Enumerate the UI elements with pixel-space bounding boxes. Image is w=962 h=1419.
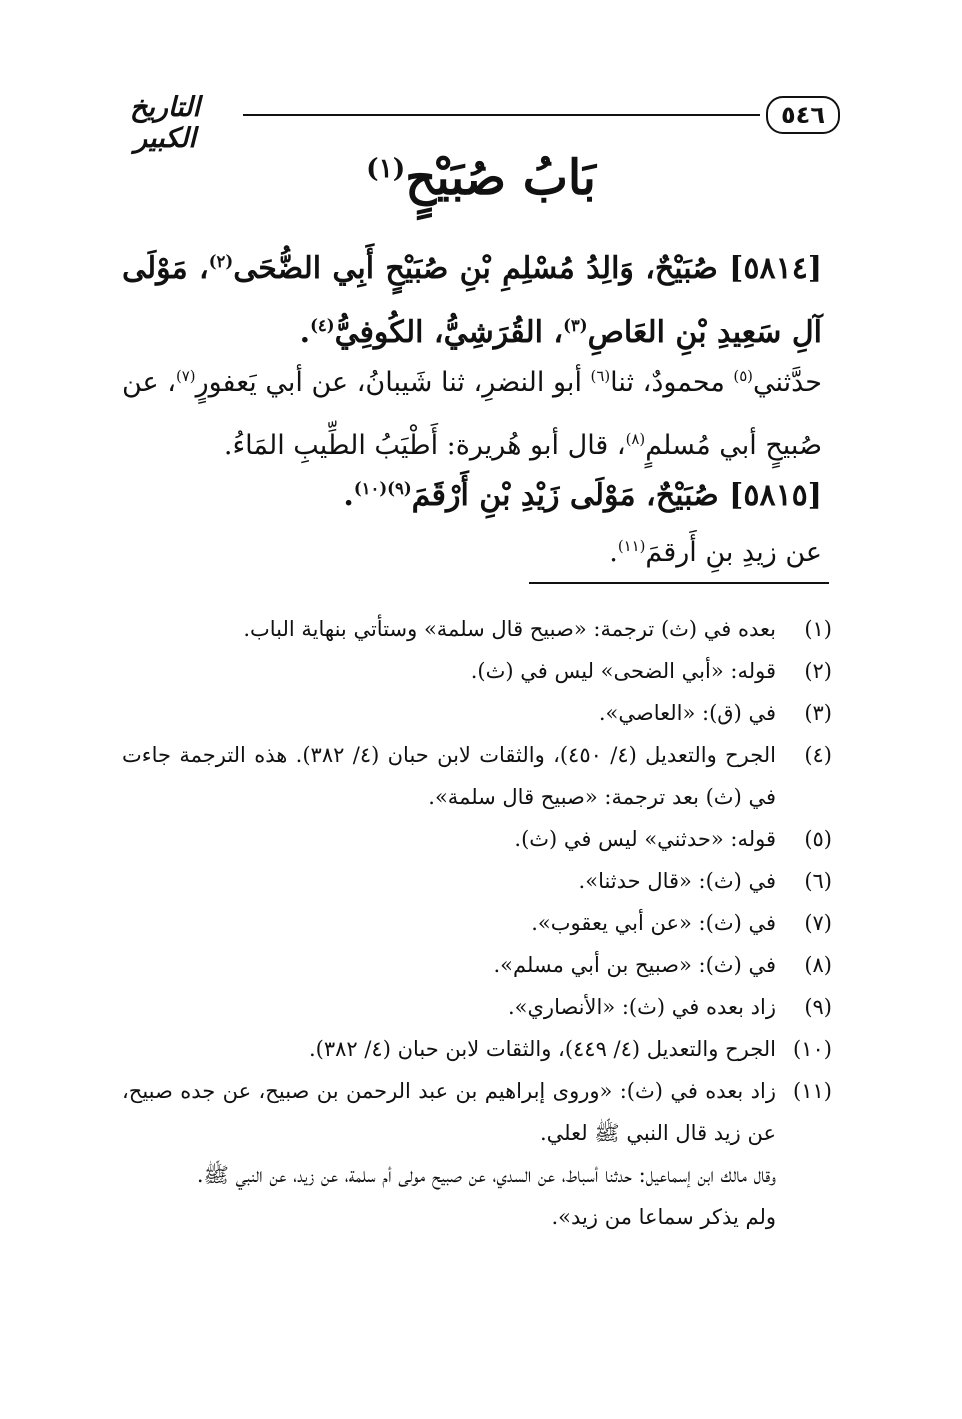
entry-heading-5814 [122, 233, 822, 361]
page-header [95, 92, 840, 154]
footnote [122, 1070, 832, 1154]
footnote-number: (٩) [804, 995, 832, 1019]
footnote-text: قوله: «أبي الضحى» ليس في (ث). [470, 659, 776, 683]
footnote-number: (٤) [804, 743, 832, 767]
footnote [122, 608, 832, 650]
footnote-continuation: وقال مالك ابن إسماعيل: حدثنا أسباط، عن السدي، عن صبيح مولى أم سلمة، عن زيد، عن النبي ﷺ. [196, 1163, 776, 1187]
footnote-ref: (٢) [208, 252, 234, 271]
entry-body-5815 [122, 518, 822, 581]
footnote-ref: (٦) [590, 367, 611, 385]
entry-text: ، قال أبو هُريرة: أَطْيَبُ الطِّيبِ المَاءُ. [223, 430, 626, 461]
footnote [122, 1028, 832, 1070]
header-rule [243, 114, 760, 116]
entry-text-end: . [609, 537, 618, 568]
footnote-number: (٥) [804, 827, 832, 851]
footnote-text: زاد بعده في (ث): «وروى إبراهيم بن عبد الرحمن بن صبيح، عن جده صبيح، عن زيد قال النبي ﷺ لعلي. [122, 1079, 776, 1145]
entry-body-5814 [122, 348, 822, 474]
entry-heading-part: صُبَيْحٌ، وَالِدُ مُسْلِمِ بْنِ صُبَيْحٍ أَبِي الضُّحَى [233, 251, 730, 286]
footnote-number: (٦) [804, 869, 832, 893]
footnote-number: (٧) [804, 911, 832, 935]
footnote-text: الجرح والتعديل (٤/ ٤٤٩)، والثقات لابن حبان (٤/ ٣٨٢). [308, 1037, 776, 1061]
footnote-text: في (ق): «العاصي». [598, 701, 776, 725]
footnote [122, 986, 832, 1028]
footnote [122, 692, 832, 734]
footnote [122, 650, 832, 692]
entry-number: [٥٨١٥] [729, 478, 822, 513]
footnote-number: (١٠) [793, 1037, 832, 1061]
footnote-number: (١) [804, 617, 832, 641]
footnote-ref: (٣) [563, 316, 588, 335]
footnote-text: في (ث): «صبيح بن أبي مسلم». [493, 953, 776, 977]
footnote-number: (٣) [804, 701, 832, 725]
footnote-text: الجرح والتعديل (٤/ ٤٥٠)، والثقات لابن حبان (٤/ ٣٨٢). هذه الترجمة جاءت في (ث) بعد ترجمة: «صبيح قال سلمة». [122, 743, 776, 809]
entry-text: محمودٌ، ثنا [610, 367, 734, 398]
footnote-divider [529, 582, 829, 584]
footnote [122, 944, 832, 986]
footnote-number: (٨) [804, 953, 832, 977]
footnote-text: في (ث): «قال حدثنا». [578, 869, 776, 893]
footnote-ref: (٤) [310, 316, 335, 335]
footnote [122, 734, 832, 818]
footnote-ref: (١) [366, 153, 406, 184]
entry-text: حدَّثني [752, 367, 822, 398]
footnote [122, 818, 832, 860]
footnote-ref: (٥) [733, 367, 753, 385]
entry-heading-end: . [343, 478, 354, 513]
footnote-ref: (١١) [617, 537, 646, 555]
footnote [122, 902, 832, 944]
footnote-number: (١١) [793, 1079, 832, 1103]
entry-text: عن زيدِ بنِ أَرقمَ [645, 537, 822, 568]
footnote-ref: (٨) [625, 430, 646, 448]
entry-heading-5815 [122, 460, 822, 524]
running-title: التاريخ الكبير [129, 92, 201, 154]
footnote-continuation: ولم يذكر سماعا من زيد». [551, 1205, 776, 1229]
entry-text: ، عن صُبيحٍ أبي مُسلمٍ [122, 367, 822, 461]
footnote-ref: (٧) [175, 367, 196, 385]
entry-heading-part: صُبَيْحٌ، مَوْلَى زَيْدِ بْنِ أَرْقَمَ [411, 478, 730, 513]
footnote [122, 860, 832, 902]
page-number: ٥٤٦ [766, 96, 840, 134]
entry-heading-end: . [299, 315, 311, 350]
footnote-text: في (ث): «عن أبي يعقوب». [531, 911, 776, 935]
entry-number: [٥٨١٤] [729, 251, 823, 286]
footnote-text: قوله: «حدثني» ليس في (ث). [514, 827, 776, 851]
footnote-number: (٢) [804, 659, 832, 683]
entry-text: أبو النضرِ، ثنا شَيبانُ، عن أبي يَعفورٍ [195, 367, 591, 398]
entry-heading-part: ، القُرَشِيُّ، الكُوفِيُّ [334, 315, 564, 350]
footnote-ref: (٩)(١٠) [353, 479, 412, 498]
footnote-text: زاد بعده في (ث): «الأنصاري». [507, 995, 776, 1019]
footnote-text: بعده في (ث) ترجمة: «صبيح قال سلمة» وستأتي بنهاية الباب. [243, 617, 776, 641]
entry-heading-part: ، مَوْلَى آلِ سَعِيدِ بْنِ العَاصِ [122, 251, 822, 350]
footnotes [122, 608, 832, 1238]
chapter-title [0, 150, 962, 206]
chapter-title-text: بَابُ صُبَيْحٍ [405, 150, 596, 206]
